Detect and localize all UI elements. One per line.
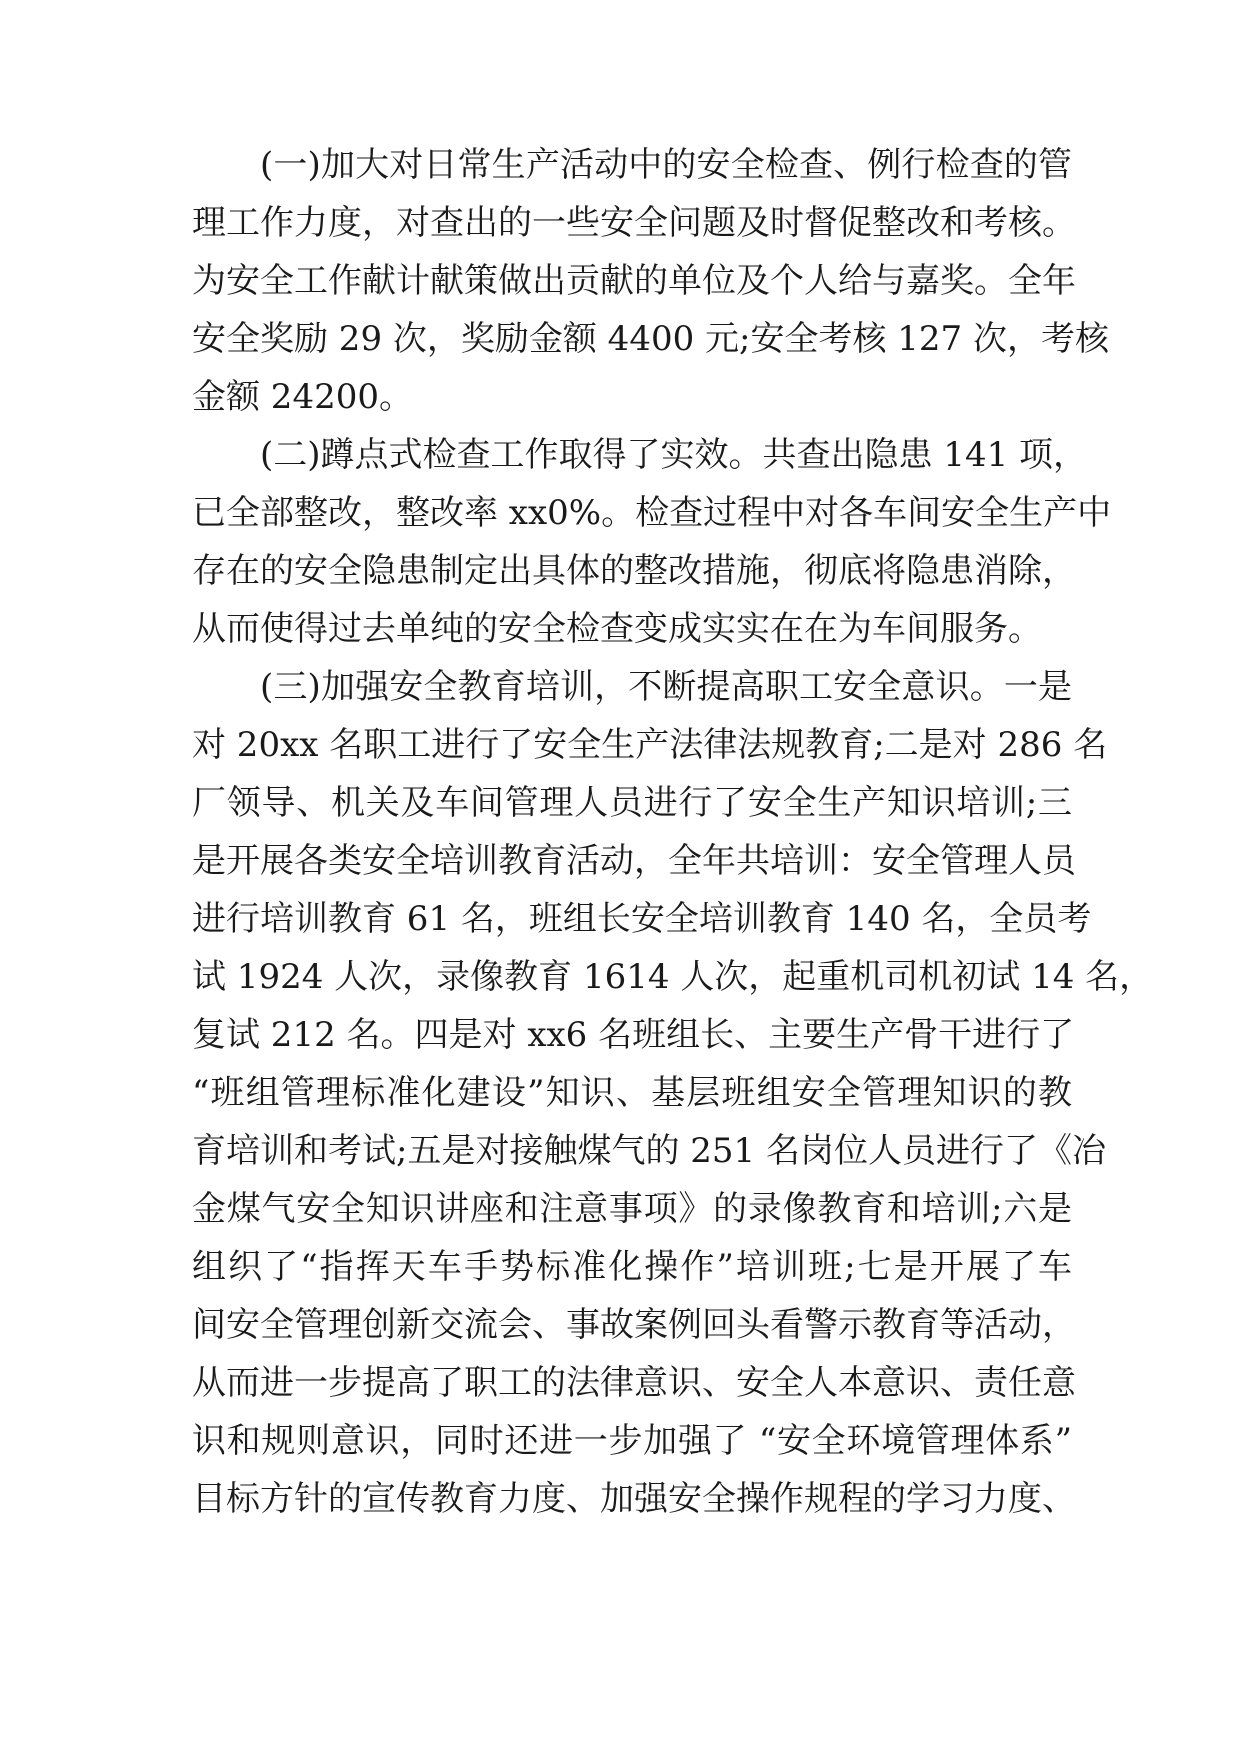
paragraph-3-line-11: 组织了“指挥天车手势标准化操作”培训班;七是开展了车 — [192, 1247, 1072, 1287]
paragraph-2-line-3: 存在的安全隐患制定出具体的整改措施，彻底将隐患消除， — [192, 551, 1076, 591]
paragraph-1-line-1: (一)加大对日常生产活动中的安全检查、例行检查的管 — [260, 145, 1072, 185]
paragraph-2-line-4: 从而使得过去单纯的安全检查变成实实在在为车间服务。 — [192, 609, 1042, 649]
paragraph-3-line-3: 厂领导、机关及车间管理人员进行了安全生产知识培训;三 — [192, 783, 1072, 823]
paragraph-3-line-9: 育培训和考试;五是对接触煤气的 251 名岗位人员进行了《冶 — [192, 1131, 1106, 1171]
paragraph-3-line-14: 识和规则意识，同时还进一步加强了 “安全环境管理体系” — [192, 1421, 1072, 1461]
paragraph-3-line-5: 进行培训教育 61 名，班组长安全培训教育 140 名，全员考 — [192, 899, 1092, 939]
paragraph-3-line-10: 金煤气安全知识讲座和注意事项》的录像教育和培训;六是 — [192, 1189, 1072, 1229]
paragraph-3-line-6: 试 1924 人次，录像教育 1614 人次，起重机司机初试 14 名， — [192, 957, 1154, 997]
paragraph-3-line-12: 间安全管理创新交流会、事故案例回头看警示教育等活动， — [192, 1305, 1076, 1345]
paragraph-3-line-13: 从而进一步提高了职工的法律意识、安全人本意识、责任意 — [192, 1363, 1076, 1403]
paragraph-3-line-1: (三)加强安全教育培训，不断提高职工安全意识。一是 — [260, 667, 1072, 707]
paragraph-1-line-5: 金额 24200。 — [192, 377, 413, 417]
paragraph-2-line-2: 已全部整改，整改率 xx0%。检查过程中对各车间安全生产中 — [192, 493, 1112, 533]
paragraph-3-line-2: 对 20xx 名职工进行了安全生产法律法规教育;二是对 286 名 — [192, 725, 1108, 765]
paragraph-3-line-4: 是开展各类安全培训教育活动，全年共培训：安全管理人员 — [192, 841, 1076, 881]
paragraph-2-line-1: (二)蹲点式检查工作取得了实效。共查出隐患 141 项， — [260, 435, 1088, 475]
paragraph-1-line-3: 为安全工作献计献策做出贡献的单位及个人给与嘉奖。全年 — [192, 261, 1076, 301]
paragraph-3-line-8: “班组管理标准化建设”知识、基层班组安全管理知识的教 — [192, 1073, 1072, 1113]
paragraph-1-line-2: 理工作力度，对查出的一些安全问题及时督促整改和考核。 — [192, 203, 1076, 243]
paragraph-3-line-7: 复试 212 名。四是对 xx6 名班组长、主要生产骨干进行了 — [192, 1015, 1075, 1055]
paragraph-3-line-15: 目标方针的宣传教育力度、加强安全操作规程的学习力度、 — [192, 1479, 1076, 1519]
paragraph-1-line-4: 安全奖励 29 次，奖励金额 4400 元;安全考核 127 次，考核 — [192, 319, 1109, 359]
